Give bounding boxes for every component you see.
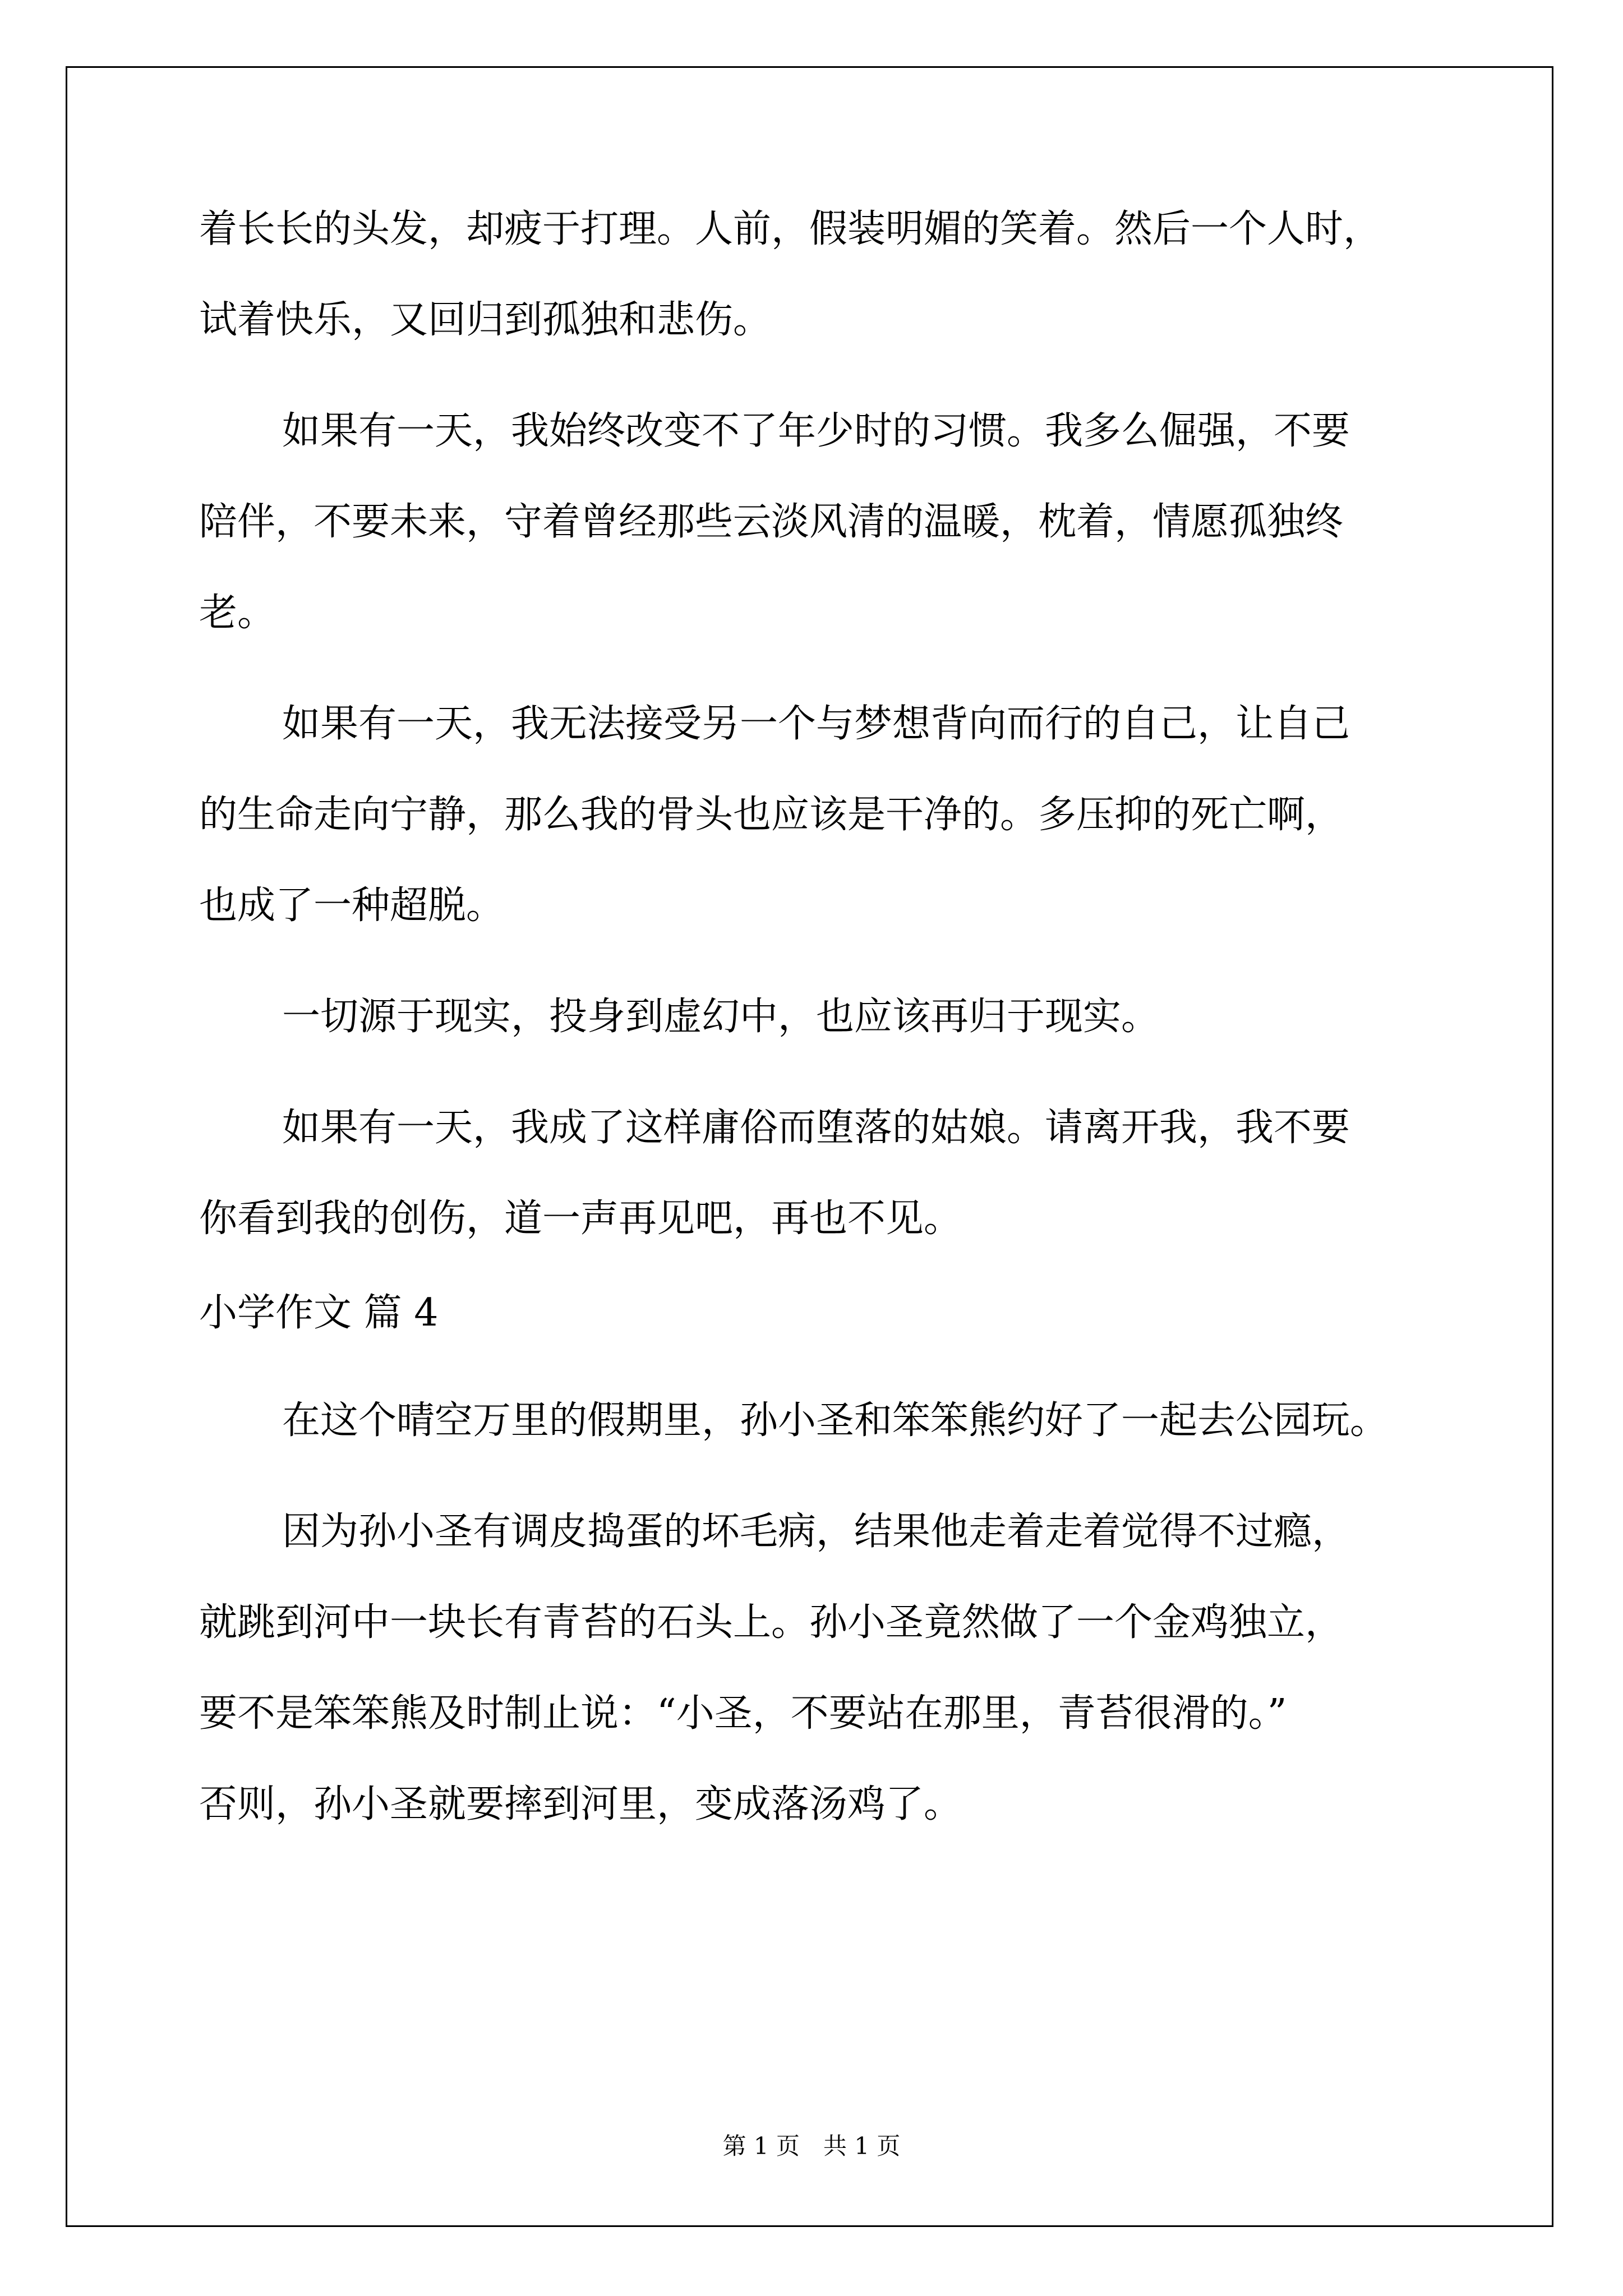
text-line: 你看到我的创伤，道一声再见吧，再也不见。 xyxy=(199,1197,962,1241)
text-line: 着长长的头发，却疲于打理。人前，假装明媚的笑着。然后一个人时， xyxy=(199,207,1382,251)
text-line: 要不是笨笨熊及时制止说：“小圣，不要站在那里，青苔很滑的。” xyxy=(199,1691,1287,1736)
section-heading: 小学作文 篇 4 xyxy=(199,1291,439,1335)
text-line: 就跳到河中一块长有青苔的石头上。孙小圣竟然做了一个金鸡独立， xyxy=(199,1600,1344,1645)
text-line: 因为孙小圣有调皮捣蛋的坏毛病，结果他走着走着觉得不过瘾， xyxy=(282,1510,1350,1554)
text-line: 也成了一种超脱。 xyxy=(199,884,505,928)
text-line: 否则，孙小圣就要摔到河里，变成落汤鸡了。 xyxy=(199,1782,962,1826)
text-line: 如果有一天，我无法接受另一个与梦想背向而行的自己，让自己 xyxy=(282,702,1350,746)
text-line: 陪伴，不要未来，守着曾经那些云淡风清的温暖，枕着，情愿孤独终 xyxy=(199,500,1344,544)
text-line: 一切源于现实，投身到虚幻中，也应该再归于现实。 xyxy=(282,995,1160,1039)
text-line: 老。 xyxy=(199,591,276,635)
text-line: 试着快乐，又回归到孤独和悲伤。 xyxy=(199,298,772,342)
text-line: 如果有一天，我成了这样庸俗而堕落的姑娘。请离开我，我不要 xyxy=(282,1106,1350,1150)
text-line: 的生命走向宁静，那么我的骨头也应该是干净的。多压抑的死亡啊， xyxy=(199,793,1344,837)
text-line: 在这个晴空万里的假期里，孙小圣和笨笨熊约好了一起去公园玩。 xyxy=(282,1398,1389,1443)
text-line: 如果有一天，我始终改变不了年少时的习惯。我多么倔强，不要 xyxy=(282,409,1350,453)
page-footer: 第 1 页 共 1 页 xyxy=(722,2132,901,2160)
